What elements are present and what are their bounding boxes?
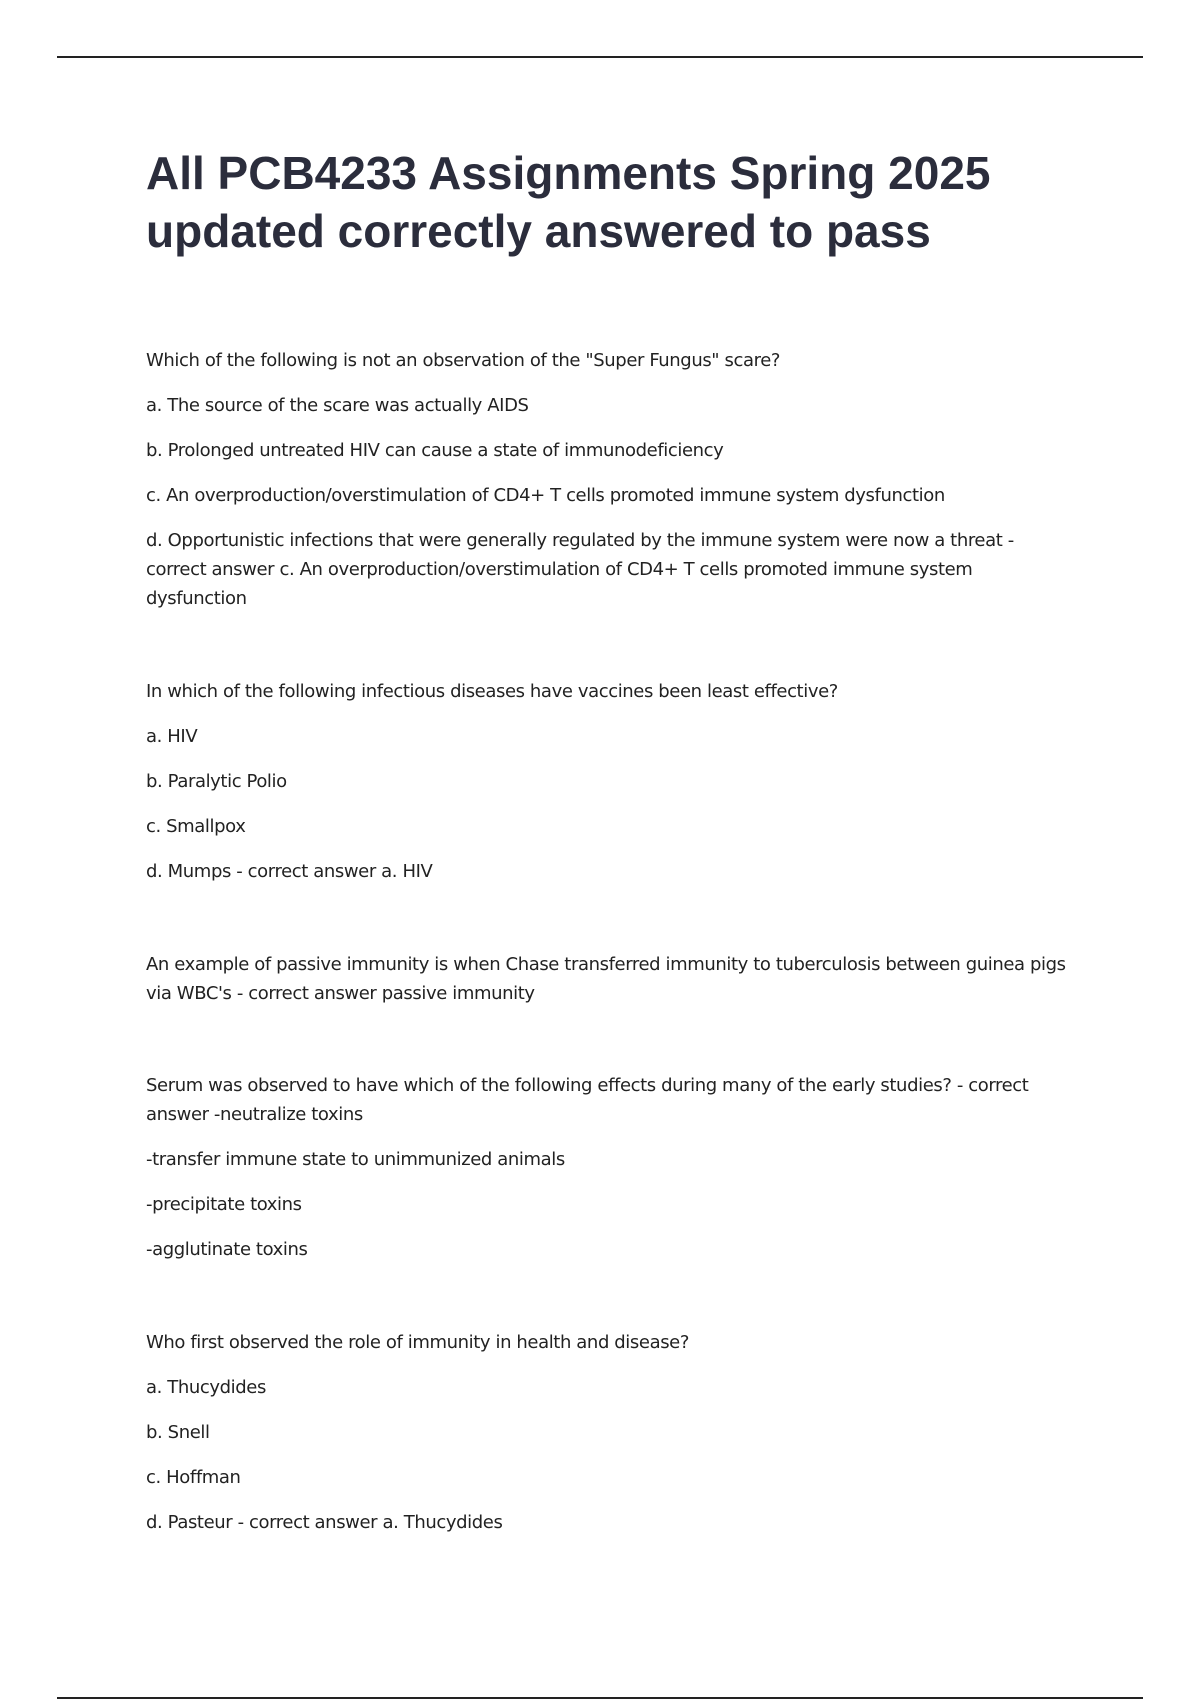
question-block-3 — [146, 950, 1066, 1024]
answer-line-2: -transfer immune state to unimmunized animals — [146, 1149, 565, 1170]
option-c: c. Smallpox — [146, 816, 246, 837]
question-text: An example of passive immunity is when Chase transferred immunity to tuberculosis between guinea pigs via WBC's - correct answer passive immunity — [146, 954, 1066, 1004]
question-block-5 — [146, 1328, 1066, 1553]
question-text: In which of the following infectious diseases have vaccines been least effective? — [146, 681, 838, 702]
question-text: Who first observed the role of immunity in health and disease? — [146, 1332, 690, 1353]
option-b: b. Prolonged untreated HIV can cause a state of immunodeficiency — [146, 440, 724, 461]
option-a: a. The source of the scare was actually AIDS — [146, 395, 529, 416]
question-block-1 — [146, 346, 1066, 629]
option-c: c. Hoffman — [146, 1467, 241, 1488]
option-d-with-answer: d. Mumps - correct answer a. HIV — [146, 861, 433, 882]
document-title — [146, 144, 1076, 260]
option-d-with-answer: d. Pasteur - correct answer a. Thucydides — [146, 1512, 503, 1533]
top-rule — [57, 56, 1143, 58]
option-a: a. Thucydides — [146, 1377, 266, 1398]
option-c: c. An overproduction/overstimulation of CD4+ T cells promoted immune system dysfunction — [146, 485, 945, 506]
option-b: b. Paralytic Polio — [146, 771, 287, 792]
answer-line-3: -precipitate toxins — [146, 1194, 302, 1215]
bottom-rule — [57, 1697, 1143, 1699]
option-d-with-answer: d. Opportunistic infections that were generally regulated by the immune system were now a threat - correct answer c. An overproduction/overstimulation of CD4+ T cells promoted immune system dysfunction — [146, 530, 1014, 609]
question-block-2 — [146, 677, 1066, 902]
title-line-1: All PCB4233 Assignments Spring 2025 — [146, 147, 991, 199]
option-a: a. HIV — [146, 726, 198, 747]
answer-line-4: -agglutinate toxins — [146, 1239, 308, 1260]
option-b: b. Snell — [146, 1422, 210, 1443]
question-text: Serum was observed to have which of the following effects during many of the early studies? - correct answer -neutralize toxins — [146, 1075, 1029, 1125]
question-text: Which of the following is not an observation of the "Super Fungus" scare? — [146, 350, 781, 371]
question-block-4 — [146, 1071, 1066, 1280]
title-line-2: updated correctly answered to pass — [146, 205, 931, 257]
